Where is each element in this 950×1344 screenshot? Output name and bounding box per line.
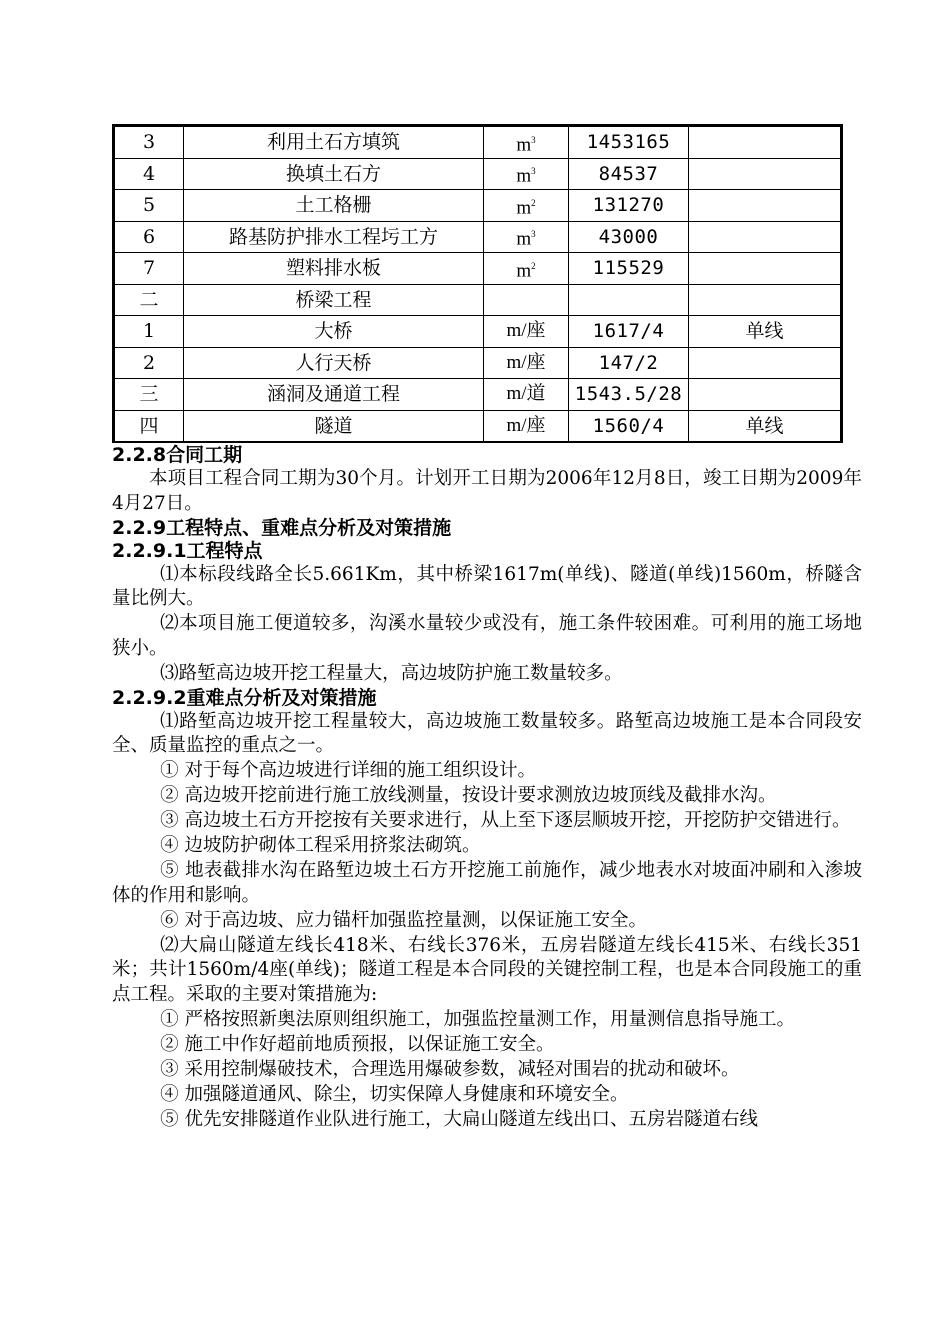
table-row — [114, 126, 842, 159]
item-name-cell: 塑料排水板 — [184, 253, 484, 285]
quantity-cell: 147/2 — [569, 347, 689, 379]
unit-text: m — [516, 259, 532, 281]
quantity-cell: 1453165 — [569, 126, 689, 159]
unit-text: m — [516, 196, 532, 218]
unit-cell — [484, 221, 569, 253]
section-heading-229: 2.2.9工程特点、重难点分析及对策措施 — [112, 516, 452, 539]
quantity-cell: 115529 — [569, 253, 689, 285]
unit-text: m/座 — [506, 351, 546, 373]
subsection-heading-2292: 2.2.9.2重难点分析及对策措施 — [112, 686, 377, 709]
quantity-cell: 1543.5/28 — [569, 379, 689, 411]
table-row — [114, 410, 842, 442]
row-number-cell: 二 — [114, 284, 184, 316]
row-number-cell: 三 — [114, 379, 184, 411]
measure-item: ③ 高边坡土石方开挖按有关要求进行，从上至下逐层顺坡开挖，开挖防护交错进行。 — [160, 810, 851, 831]
unit-cell — [484, 379, 569, 411]
unit-superscript: 3 — [531, 166, 536, 177]
row-number-cell: 7 — [114, 253, 184, 285]
table-row — [114, 158, 842, 190]
note-cell — [689, 347, 842, 379]
tunnel-measure-item: ⑤ 优先安排隧道作业队进行施工，大扁山隧道左线出口、五房岩隧道右线 — [160, 1108, 758, 1130]
item-name-cell: 人行天桥 — [184, 347, 484, 379]
note-cell: 单线 — [689, 316, 842, 348]
unit-cell — [484, 284, 569, 316]
unit-text: m/座 — [506, 414, 546, 436]
unit-text: m/道 — [506, 383, 546, 405]
row-number-cell: 2 — [114, 347, 184, 379]
note-cell — [689, 190, 842, 222]
table-row — [114, 253, 842, 285]
note-cell — [689, 379, 842, 411]
row-number-cell: 6 — [114, 221, 184, 253]
difficulty-paragraph-2: ⑵大扁山隧道左线长418米、右线长376米，五房岩隧道左线长415米、右线长351米；共计1560m/4座(单线)；隧道工程是本合同段的关键控制工程，也是本合同段施工的重点工程。采取的主要对策措施为: — [112, 934, 862, 1005]
measure-item: ⑤ 地表截排水沟在路堑边坡土石方开挖施工前施作，减少地表水对坡面冲刷和入渗坡体的作用和影响。 — [112, 860, 862, 906]
unit-cell — [484, 410, 569, 442]
item-name-cell: 涵洞及通道工程 — [184, 379, 484, 411]
table-row — [114, 316, 842, 348]
table-row — [114, 190, 842, 222]
quantity-cell — [569, 284, 689, 316]
unit-cell — [484, 316, 569, 348]
item-name-cell: 隧道 — [184, 410, 484, 442]
row-number-cell: 四 — [114, 410, 184, 442]
measure-item: ④ 边坡防护砌体工程采用挤浆法砌筑。 — [160, 835, 481, 856]
measure-item: ② 高边坡开挖前进行施工放线测量，按设计要求测放边坡顶线及截排水沟。 — [160, 785, 777, 806]
quantity-cell: 1617/4 — [569, 316, 689, 348]
document-body — [112, 444, 862, 1133]
unit-superscript: 3 — [531, 134, 536, 145]
unit-cell — [484, 126, 569, 159]
tunnel-measure-item: ② 施工中作好超前地质预报，以保证施工安全。 — [160, 1033, 555, 1055]
feature-item: ⑴本标段线路全长5.661Km，其中桥梁1617m(单线)、隧道(单线)1560m，桥隧含量比例大。 — [112, 563, 862, 609]
row-number-cell: 3 — [114, 126, 184, 159]
quantity-cell: 84537 — [569, 158, 689, 190]
contract-period-paragraph: 本项目工程合同工期为30个月。计划开工日期为2006年12月8日，竣工日期为2009年4月27日。 — [112, 468, 862, 514]
note-cell — [689, 126, 842, 159]
table-row — [114, 284, 842, 316]
measure-item: ⑥ 对于高边坡、应力锚杆加强监控量测，以保证施工安全。 — [160, 909, 647, 931]
table-row — [114, 347, 842, 379]
quantity-cell: 131270 — [569, 190, 689, 222]
item-name-cell: 路基防护排水工程圬工方 — [184, 221, 484, 253]
row-number-cell: 4 — [114, 158, 184, 190]
item-name-cell: 土工格栅 — [184, 190, 484, 222]
tunnel-measure-item: ① 严格按照新奥法原则组织施工，加强监控量测工作，用量测信息指导施工。 — [160, 1008, 795, 1030]
feature-item: ⑶路堑高边坡开挖工程量大，高边坡防护施工数量较多。 — [160, 662, 623, 684]
unit-cell — [484, 158, 569, 190]
row-number-cell: 1 — [114, 316, 184, 348]
section-heading-228: 2.2.8合同工期 — [112, 444, 243, 466]
quantity-table — [112, 124, 843, 443]
unit-superscript: 2 — [531, 197, 536, 208]
item-name-cell: 大桥 — [184, 316, 484, 348]
table-row — [114, 221, 842, 253]
tunnel-measure-item: ④ 加强隧道通风、除尘，切实保障人身健康和环境安全。 — [160, 1083, 629, 1105]
item-name-cell: 换填土石方 — [184, 158, 484, 190]
quantity-cell: 1560/4 — [569, 410, 689, 442]
note-cell — [689, 158, 842, 190]
unit-superscript: 2 — [531, 260, 536, 271]
quantity-cell: 43000 — [569, 221, 689, 253]
unit-text: m/座 — [506, 320, 546, 342]
unit-superscript: 3 — [531, 229, 536, 240]
item-name-cell: 桥梁工程 — [184, 284, 484, 316]
note-cell: 单线 — [689, 410, 842, 442]
row-number-cell: 5 — [114, 190, 184, 222]
difficulty-paragraph-1: ⑴路堑高边坡开挖工程量较大，高边坡施工数量较多。路堑高边坡施工是本合同段安全、质量监控的重点之一。 — [112, 710, 862, 756]
unit-cell — [484, 190, 569, 222]
subsection-heading-2291: 2.2.9.1工程特点 — [112, 539, 263, 562]
feature-item: ⑵本项目施工便道较多，沟溪水量较少或没有，施工条件较困难。可利用的施工场地狭小。 — [112, 613, 862, 659]
unit-text: m — [516, 165, 532, 187]
unit-cell — [484, 347, 569, 379]
note-cell — [689, 221, 842, 253]
unit-text: m — [516, 228, 532, 250]
note-cell — [689, 284, 842, 316]
unit-cell — [484, 253, 569, 285]
tunnel-measure-item: ③ 采用控制爆破技术，合理选用爆破参数，减轻对围岩的扰动和破坏。 — [160, 1058, 740, 1080]
measure-item: ① 对于每个高边坡进行详细的施工组织设计。 — [160, 760, 536, 781]
note-cell — [689, 253, 842, 285]
item-name-cell: 利用土石方填筑 — [184, 126, 484, 159]
unit-text: m — [516, 133, 532, 155]
table-row — [114, 379, 842, 411]
